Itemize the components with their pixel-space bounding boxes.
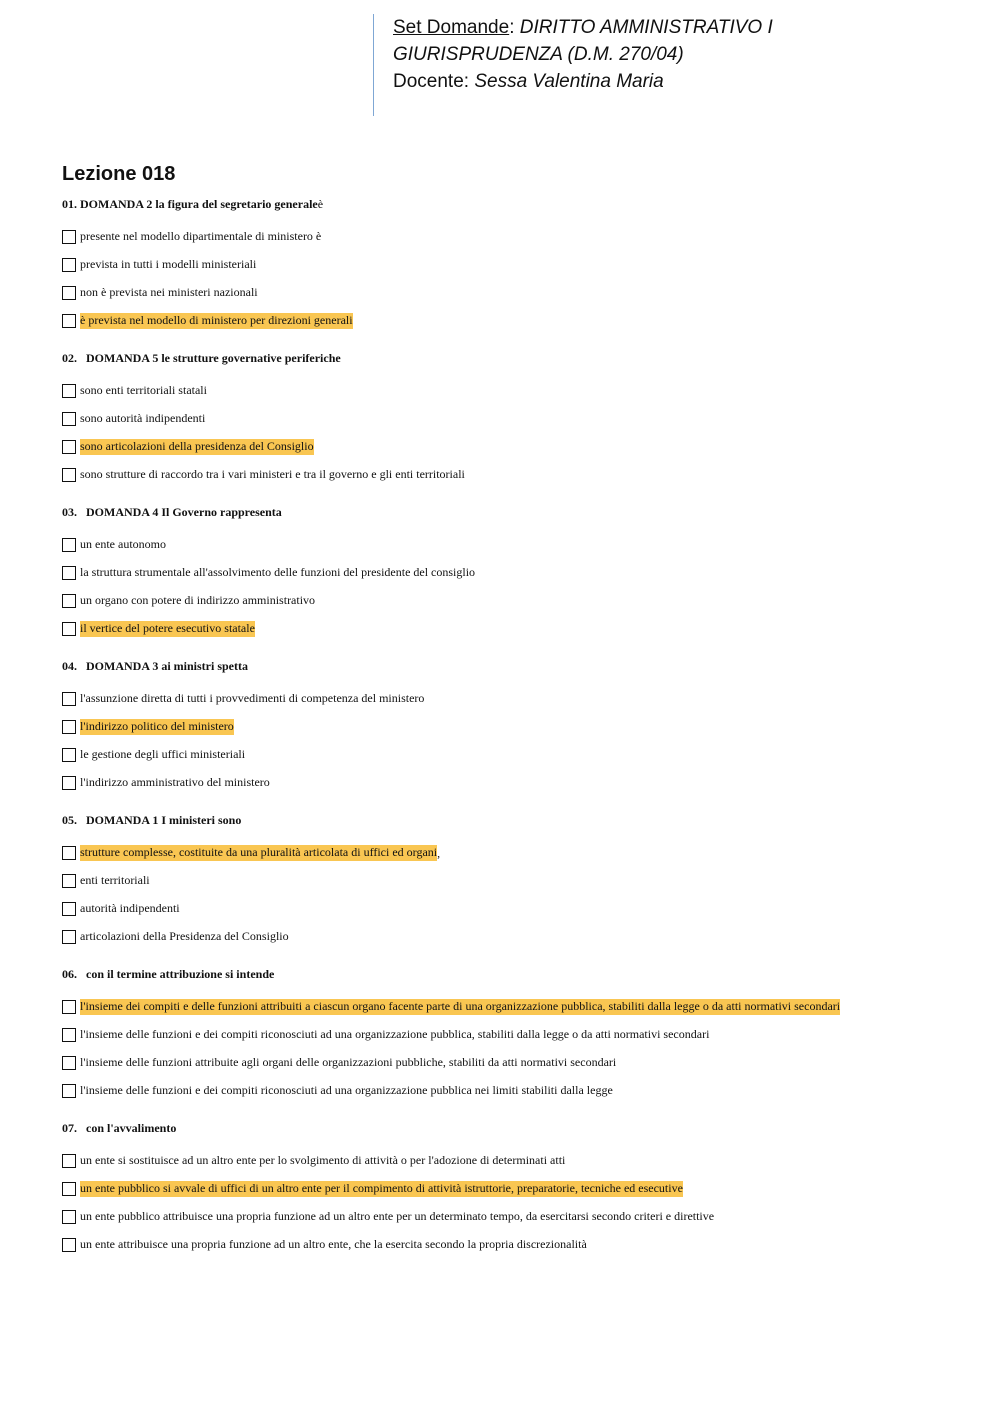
question-text: 05. DOMANDA 1 I ministeri sono — [62, 813, 242, 827]
question-title-suffix: è — [317, 197, 324, 211]
question-block — [62, 350, 962, 489]
option-text: le gestione degli uffici ministeriali — [80, 747, 246, 761]
answer-option[interactable] — [62, 279, 962, 307]
checkbox[interactable] — [62, 902, 76, 916]
checkbox[interactable] — [62, 846, 76, 860]
answer-option-correct[interactable] — [62, 433, 962, 461]
question-block — [62, 1120, 962, 1259]
answer-option[interactable] — [62, 1231, 962, 1259]
question-block — [62, 504, 962, 643]
question-text: 07. con l'avvalimento — [62, 1121, 177, 1135]
option-text: autorità indipendenti — [80, 901, 180, 915]
option-text: enti territoriali — [80, 873, 150, 887]
answer-option-correct[interactable] — [62, 307, 962, 335]
checkbox[interactable] — [62, 314, 76, 328]
answer-option[interactable] — [62, 1203, 962, 1231]
checkbox[interactable] — [62, 874, 76, 888]
option-text: è prevista nel modello di ministero per direzioni generali — [80, 313, 353, 327]
answer-option[interactable] — [62, 587, 962, 615]
option-text: l'indirizzo politico del ministero — [80, 719, 234, 733]
checkbox[interactable] — [62, 468, 76, 482]
answer-option[interactable] — [62, 685, 962, 713]
answer-option-correct[interactable] — [62, 839, 962, 867]
option-text: l'assunzione diretta di tutti i provvedimenti di competenza del ministero — [80, 691, 425, 705]
question-block — [62, 966, 962, 1105]
checkbox[interactable] — [62, 440, 76, 454]
option-text: sono articolazioni della presidenza del Consiglio — [80, 439, 314, 453]
checkbox[interactable] — [62, 1182, 76, 1196]
teacher-name: Sessa Valentina Maria — [474, 71, 664, 92]
option-text: un ente pubblico attribuisce una propria funzione ad un altro ente per un determinato tempo, da esercitarsi secondo criteri e direttive — [80, 1209, 715, 1223]
option-text: l'insieme delle funzioni e dei compiti riconosciuti ad una organizzazione pubblica nei limiti stabiliti dalla legge — [80, 1083, 613, 1097]
answer-option[interactable] — [62, 1021, 962, 1049]
option-text: la struttura strumentale all'assolvimento delle funzioni del presidente del consiglio — [80, 565, 476, 579]
answer-option[interactable] — [62, 461, 962, 489]
answer-option[interactable] — [62, 559, 962, 587]
checkbox[interactable] — [62, 538, 76, 552]
option-text: un ente attribuisce una propria funzione ad un altro ente, che la esercita secondo la propria discrezionalità — [80, 1237, 587, 1251]
checkbox[interactable] — [62, 776, 76, 790]
option-text: il vertice del potere esecutivo statale — [80, 621, 255, 635]
option-text: presente nel modello dipartimentale di ministero è — [80, 229, 322, 243]
option-text: l'insieme delle funzioni e dei compiti riconosciuti ad una organizzazione pubblica, stabiliti dalla legge o da atti normativi secondari — [80, 1027, 710, 1041]
answer-option-correct[interactable] — [62, 615, 962, 643]
option-text: articolazioni della Presidenza del Consiglio — [80, 929, 289, 943]
question-text: 01. DOMANDA 2 la figura del segretario generale — [62, 197, 318, 211]
answer-option-correct[interactable] — [62, 713, 962, 741]
checkbox[interactable] — [62, 286, 76, 300]
set-label: Set Domande — [393, 17, 510, 38]
course-name-line1: DIRITTO AMMINISTRATIVO I — [519, 17, 773, 38]
question-text: 03. DOMANDA 4 Il Governo rappresenta — [62, 505, 282, 519]
checkbox[interactable] — [62, 1210, 76, 1224]
option-text: sono enti territoriali statali — [80, 383, 207, 397]
answer-option-correct[interactable] — [62, 993, 962, 1021]
option-text: un ente si sostituisce ad un altro ente per lo svolgimento di attività o per l'adozione di determinati atti — [80, 1153, 566, 1167]
option-text: l'indirizzo amministrativo del ministero — [80, 775, 270, 789]
answer-option[interactable] — [62, 531, 962, 559]
question-block — [62, 812, 962, 951]
option-text: prevista in tutti i modelli ministeriali — [80, 257, 257, 271]
checkbox[interactable] — [62, 412, 76, 426]
option-text: l'insieme dei compiti e delle funzioni attribuiti a ciascun organo facente parte di una organizzazione pubblica, stabiliti dalla legge o da atti normativi secondari — [80, 999, 841, 1013]
option-text-suffix: , — [437, 845, 441, 860]
checkbox[interactable] — [62, 1000, 76, 1014]
answer-option[interactable] — [62, 923, 962, 951]
answer-option[interactable] — [62, 1077, 962, 1105]
answer-option[interactable] — [62, 251, 962, 279]
checkbox[interactable] — [62, 1084, 76, 1098]
lesson-title: Lezione 018 — [62, 163, 176, 185]
option-text: non è prevista nei ministeri nazionali — [80, 285, 258, 299]
question-title — [62, 196, 962, 213]
course-name-line2: GIURISPRUDENZA (D.M. 270/04) — [393, 44, 684, 65]
option-text: l'insieme delle funzioni attribuite agli organi delle organizzazioni pubbliche, stabiliti da atti normativi secondari — [80, 1055, 617, 1069]
header-teacher-line — [393, 68, 773, 95]
question-text: 02. DOMANDA 5 le strutture governative periferiche — [62, 351, 341, 365]
checkbox[interactable] — [62, 1028, 76, 1042]
answer-option[interactable] — [62, 1147, 962, 1175]
question-title — [62, 1120, 962, 1137]
document-header — [373, 14, 773, 116]
question-title — [62, 812, 962, 829]
checkbox[interactable] — [62, 1056, 76, 1070]
question-title — [62, 658, 962, 675]
checkbox[interactable] — [62, 622, 76, 636]
teacher-label: Docente: — [393, 71, 470, 92]
question-title — [62, 966, 962, 983]
question-text: 04. DOMANDA 3 ai ministri spetta — [62, 659, 248, 673]
answer-option[interactable] — [62, 769, 962, 797]
checkbox[interactable] — [62, 1154, 76, 1168]
question-list — [62, 196, 962, 1259]
question-block — [62, 196, 962, 335]
answer-option[interactable] — [62, 867, 962, 895]
checkbox[interactable] — [62, 566, 76, 580]
header-set-line: Set Domande: DIRITTO AMMINISTRATIVO I — [393, 17, 773, 38]
answer-option[interactable] — [62, 377, 962, 405]
answer-option[interactable] — [62, 405, 962, 433]
answer-option[interactable] — [62, 223, 962, 251]
question-title — [62, 504, 962, 521]
checkbox[interactable] — [62, 930, 76, 944]
answer-option[interactable] — [62, 1049, 962, 1077]
option-text: un ente autonomo — [80, 537, 166, 551]
checkbox[interactable] — [62, 720, 76, 734]
checkbox[interactable] — [62, 594, 76, 608]
option-text: sono autorità indipendenti — [80, 411, 206, 425]
answer-option[interactable] — [62, 895, 962, 923]
option-text: strutture complesse, costituite da una pluralità articolata di uffici ed organi — [80, 845, 438, 859]
option-text: un ente pubblico si avvale di uffici di un altro ente per il compimento di attività istruttorie, preparatorie, tecniche ed esecutive — [80, 1181, 683, 1195]
question-title — [62, 350, 962, 367]
option-text: sono strutture di raccordo tra i vari ministeri e tra il governo e gli enti territoriali — [80, 467, 465, 481]
checkbox[interactable] — [62, 748, 76, 762]
answer-option-correct[interactable] — [62, 1175, 962, 1203]
option-text: un organo con potere di indirizzo amministrativo — [80, 593, 316, 607]
checkbox[interactable] — [62, 384, 76, 398]
checkbox[interactable] — [62, 258, 76, 272]
question-block — [62, 658, 962, 797]
question-text: 06. con il termine attribuzione si intende — [62, 967, 275, 981]
checkbox[interactable] — [62, 1238, 76, 1252]
checkbox[interactable] — [62, 230, 76, 244]
checkbox[interactable] — [62, 692, 76, 706]
answer-option[interactable] — [62, 741, 962, 769]
